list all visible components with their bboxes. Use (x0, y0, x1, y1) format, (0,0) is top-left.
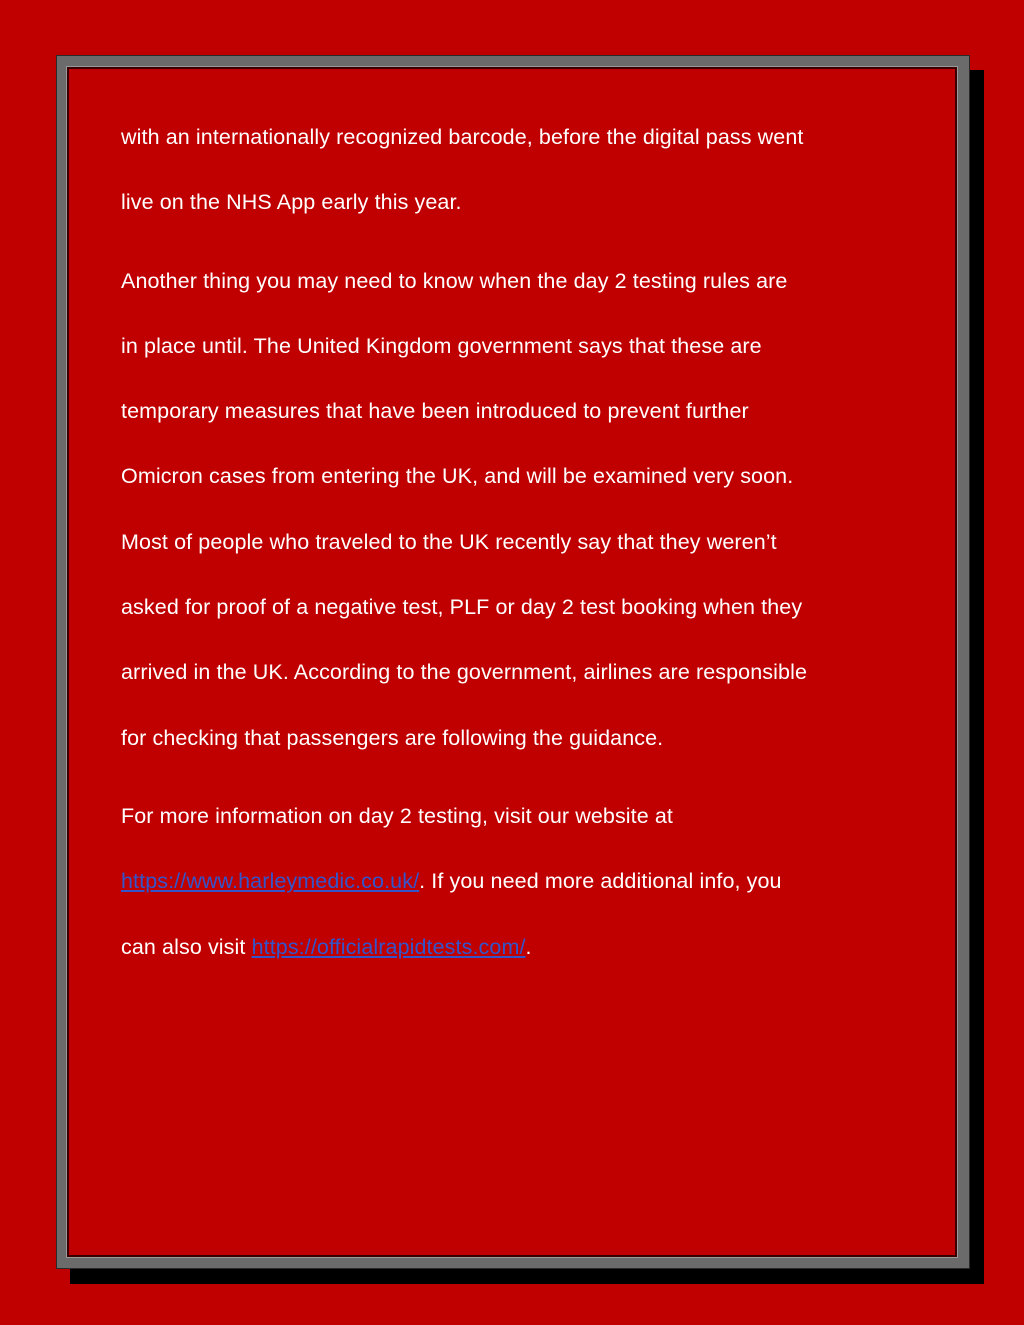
text-line (121, 849, 921, 914)
text-fragment: can also visit (121, 934, 252, 959)
text-line: Omicron cases from entering the UK, and will be examined very soon. (121, 464, 794, 489)
text-line: For more information on day 2 testing, visit our website at (121, 803, 674, 828)
text-line (121, 915, 921, 980)
text-line: Another thing you may need to know when the day 2 testing rules are (121, 268, 788, 293)
text-line: for checking that passengers are following the guidance. (121, 725, 664, 750)
text-line: live on the NHS App early this year. (121, 190, 462, 215)
text-line: with an internationally recognized barcode, before the digital pass went (121, 125, 804, 149)
harleymedic-link[interactable]: https://www.harleymedic.co.uk/ (121, 869, 420, 894)
officialrapidtests-link[interactable]: https://officialrapidtests.com/ (251, 934, 526, 959)
text-line: asked for proof of a negative test, PLF or day 2 test booking when they (121, 595, 803, 620)
paragraph-1 (121, 105, 921, 236)
text-fragment: . (525, 934, 532, 959)
document-body (121, 105, 921, 993)
text-line: in place until. The United Kingdom government says that these are (121, 333, 762, 358)
text-line: Most of people who traveled to the UK recently say that they weren’t (121, 529, 777, 554)
paragraph-2 (121, 249, 921, 771)
text-fragment: . If you need more additional info, you (419, 869, 782, 894)
text-line: temporary measures that have been introduced to prevent further (121, 399, 749, 424)
text-line: arrived in the UK. According to the government, airlines are responsible (121, 660, 808, 685)
paragraph-3 (121, 784, 921, 980)
